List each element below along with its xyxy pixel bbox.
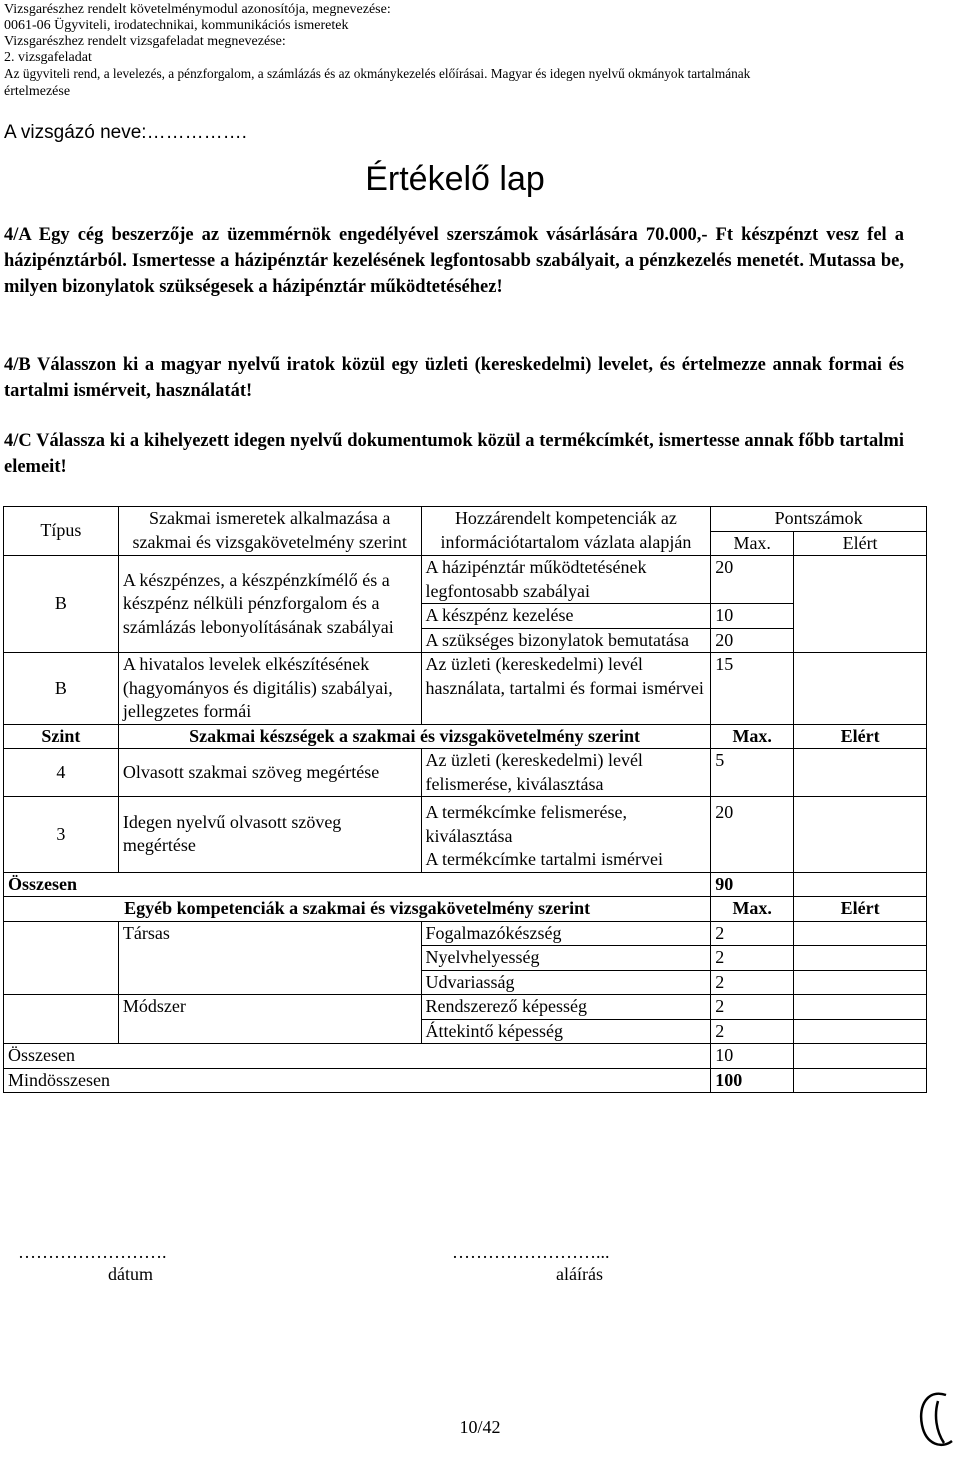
total-row: Összesen 90 xyxy=(4,872,927,897)
total-row: Összesen 10 xyxy=(4,1044,927,1069)
table-row: B A hivatalos levelek elkészítésének (hagyományos és digitális) szabályai, jellegzetes formái Az üzleti (kereskedelmi) levél használata, tartalmi és formai ismérvei 15 xyxy=(4,653,927,725)
col-header-type: Típus xyxy=(4,507,119,556)
table-row: Társas Fogalmazókészség 2 xyxy=(4,921,927,946)
examinee-name-field: A vizsgázó neve:……………. xyxy=(4,122,247,143)
table-header-row: Szint Szakmai készségek a szakmai és vizsgakövetelmény szerint Max. Elért xyxy=(4,724,927,749)
signature-label: aláírás xyxy=(556,1264,603,1284)
table-row: Nyelvhelyesség 2 xyxy=(4,946,927,971)
achieved-cell[interactable] xyxy=(794,995,927,1020)
header-line: Az ügyviteli rend, a levelezés, a pénzforgalom, a számlázás és az okmánykezelés előírásai. Magyar és idegen nyelvű okmányok tartalmának xyxy=(4,66,751,81)
date-line: ……………………. xyxy=(18,1242,167,1262)
total-row: Mindösszesen 100 xyxy=(4,1068,927,1093)
table-row: A szükséges bizonylatok bemutatása 20 xyxy=(4,628,927,653)
handwritten-mark-icon xyxy=(908,1385,958,1455)
achieved-cell[interactable] xyxy=(794,1044,927,1069)
table-row: Áttekintő képesség 2 xyxy=(4,1019,927,1044)
signature-line: ……………………... xyxy=(452,1242,610,1262)
col-header-knowledge: Szakmai ismeretek alkalmazása a szakmai és vizsgakövetelmény szerint xyxy=(118,507,421,556)
task-4c: 4/C Válassza ki a kihelyezett idegen nyelvű dokumentumok közül a termékcímkét, ismertesse annak főbb tartalmi elemeit! xyxy=(4,431,904,477)
achieved-cell[interactable] xyxy=(794,653,927,725)
table-row: B A készpénzes, a készpénzkímélő és a készpénz nélküli pénzforgalom és a számlázás lebonyolításának szabályai A házipénztár működtetésének legfontosabb szabályai 20 xyxy=(4,556,927,604)
table-header-row: Egyéb kompetenciák a szakmai és vizsgakövetelmény szerint Max. Elért xyxy=(4,897,927,922)
table-header-row xyxy=(4,507,927,532)
col-header-competencies: Hozzárendelt kompetenciák az információtartalom vázlata alapján xyxy=(421,507,711,556)
task-4a: 4/A Egy cég beszerzője az üzemmérnök engedélyével szerszámok vásárlására 70.000,- Ft készpénzt vesz fel a házipénztárból. Ismertesse a házipénztár kezelésének legfontosabb szabályait, a pénzkezelés menetét. Mutassa be, milyen bizonylatok szükségesek a házipénztár működtetéséhez! xyxy=(4,225,904,297)
date-label: dátum xyxy=(108,1264,153,1284)
header-line: 2. vizsgafeladat xyxy=(4,50,92,65)
col-header-points: Pontszámok xyxy=(711,507,927,532)
col-header-max: Max. xyxy=(711,531,794,556)
table-row: Udvariasság 2 xyxy=(4,970,927,995)
header-line: Vizsgarészhez rendelt vizsgafeladat megnevezése: xyxy=(4,34,286,49)
col-header-achieved: Elért xyxy=(794,531,927,556)
achieved-cell[interactable] xyxy=(794,921,927,946)
page-number: 10/42 xyxy=(459,1417,501,1437)
evaluation-table xyxy=(3,506,927,1093)
table-row: 4 Olvasott szakmai szöveg megértése Az üzleti (kereskedelmi) levél felismerése, kiválasztása 5 xyxy=(4,749,927,797)
achieved-cell[interactable] xyxy=(794,556,927,653)
task-4b: 4/B Válasszon ki a magyar nyelvű iratok közül egy üzleti (kereskedelmi) levelet, és értelmezze annak formai és tartalmi ismérveit, használatát! xyxy=(4,355,904,401)
achieved-cell[interactable] xyxy=(794,1068,927,1093)
achieved-cell[interactable] xyxy=(794,872,927,897)
table-row: A készpénz kezelése 10 xyxy=(4,604,927,629)
achieved-cell[interactable] xyxy=(794,1019,927,1044)
header-line: Vizsgarészhez rendelt követelménymodul azonosítója, megnevezése: xyxy=(4,2,391,17)
table-row: Módszer Rendszerező képesség 2 xyxy=(4,995,927,1020)
achieved-cell[interactable] xyxy=(794,946,927,971)
achieved-cell[interactable] xyxy=(794,797,927,873)
header-line: 0061-06 Ügyviteli, irodatechnikai, kommunikációs ismeretek xyxy=(4,18,349,33)
achieved-cell[interactable] xyxy=(794,970,927,995)
table-row: 3 Idegen nyelvű olvasott szöveg megértése A termékcímke felismerése, kiválasztása A termékcímke tartalmi ismérvei 20 xyxy=(4,797,927,873)
achieved-cell[interactable] xyxy=(794,749,927,797)
header-line: értelmezése xyxy=(4,84,71,99)
page-title: Értékelő lap xyxy=(365,160,545,198)
